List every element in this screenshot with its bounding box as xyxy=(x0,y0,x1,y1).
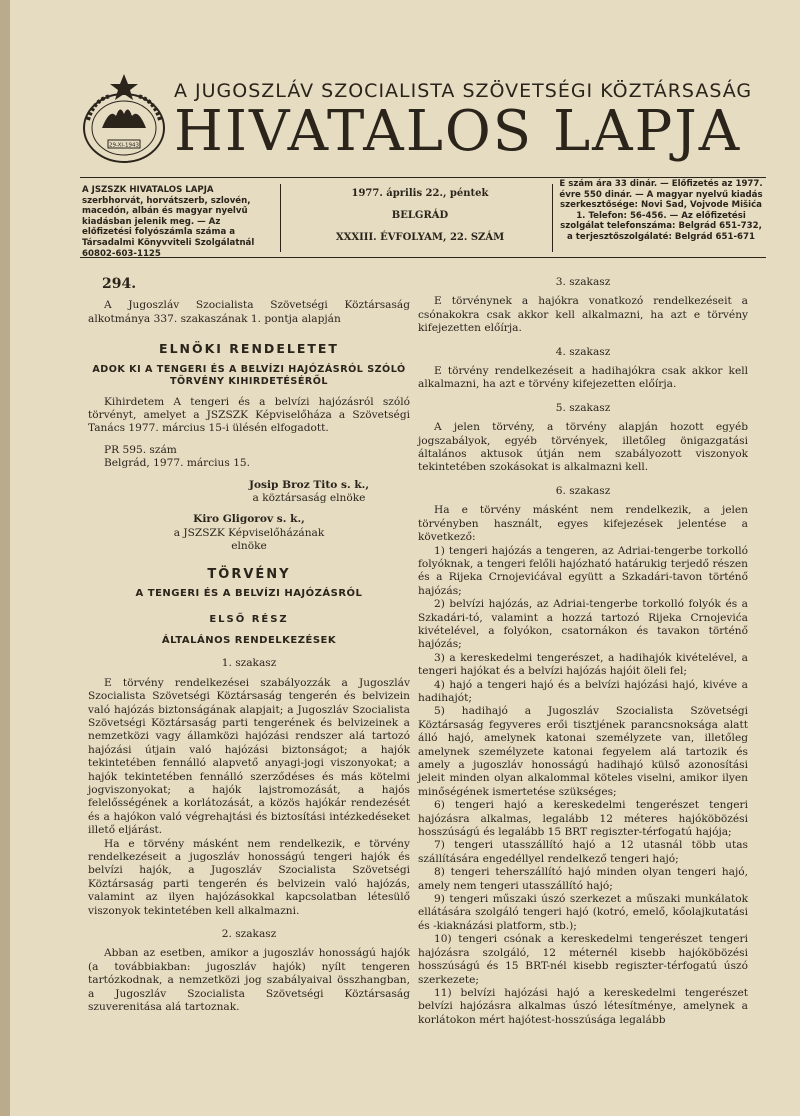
republic-name: A JUGOSZLÁV SZOCIALISTA SZÖVETSÉGI KÖZTÁRSASÁG xyxy=(174,80,753,102)
section-6-intro: Ha e törvény másként nem rendelkezik, a jelen törvényben használt, egyes kifejezések jelentése a következő: xyxy=(418,504,748,544)
definition-item: 3) a kereskedelmi tengerészet, a hadihajók kivételével, a tengeri hajókat és a belvízi hajózás hajóit öleli fel; xyxy=(418,651,748,678)
state-emblem-icon xyxy=(80,70,168,166)
decree-heading: ELNÖKI RENDELETET xyxy=(159,341,339,357)
signatory-2-name: Kiro Gligorov s. k., xyxy=(193,513,305,526)
section-2-heading: 2. szakasz xyxy=(221,928,277,941)
section-3-heading: 3. szakasz xyxy=(555,276,611,288)
signatory-2-role-1: a JSZSZK Képviselőházának xyxy=(173,526,325,539)
masthead-divider-right xyxy=(552,184,553,252)
section-6-heading: 6. szakasz xyxy=(555,484,611,497)
preamble: A Jugoszláv Szocialista Szövetségi Köztársaság alkotmánya 337. szakaszának 1. pontja alapján xyxy=(88,299,410,325)
emblem-date: 29-XI-1943 xyxy=(108,142,140,149)
issue-volume: XXXIII. ÉVFOLYAM, 22. SZÁM xyxy=(335,232,505,243)
section-1-paragraph-2: Ha e törvény másként nem rendelkezik, e törvény rendelkezéseit a jugoszláv honosságú tengeri hajók és belvízi hajók, a Jugoszláv Szocialista Szövetségi Köztársaság parti tengerén és belvizein való hajózás, valamint az ilyen hajózásokkal kapcsolatban létesülő viszonyok tekintetében kell alkalmazni. xyxy=(88,837,410,917)
masthead-issue-info xyxy=(286,183,554,249)
masthead-publication-info: A JSZSZK HIVATALOS LAPJA szerbhorvát, horvátszerb, szlovén, macedón, albán és magyar nyelvű kiadásban jelenik meg. — Az előfizetési folyószámla száma a Társadalmi Könyvviteli Szolgálatnál 60802-603-1125 xyxy=(82,185,255,259)
definition-item: 6) tengeri hajó a kereskedelmi tengerészet tengeri hajózásra alkalmas, legalább 12 méteres hajóköbözési hosszúságú és legalább 15 BRT regiszter-térfogatú hajója; xyxy=(418,799,748,839)
law-title: A TENGERI ÉS A BELVÍZI HAJÓZÁSRÓL xyxy=(135,588,363,600)
place-date: Belgrád, 1977. március 15. xyxy=(104,457,251,470)
section-1-paragraph-1: E törvény rendelkezései szabályozzák a Jugoszláv Szocialista Szövetségi Köztársaság tengerén és belvizein való hajózás biztonságának alapjait; a Jugoszláv Szocialista Szövetségi Köztársaság parti tengerének és belvizeinek a nemzetközi vagy államközi hajózási rendszer alá tartozó hajózási útjain való hajózási biztonságot; a hajók tekintetében fennálló alapvető anyagi-jogi viszonyokat; a hajók tekintetében fennálló szerződéses és más kötelmi jogviszonyokat; a hajók lajstromozását, a hajós felelősségének a korlátozását, a közös hajókár rendezését és a hajókon való végrehajtási és biztosítási intézkedéseket illető eljárást. xyxy=(88,676,410,837)
left-column xyxy=(88,270,410,1014)
decree-title: ADOK KI A TENGERI ÉS A BELVÍZI HAJÓZÁSRÓL SZÓLÓ TÖRVÉNY KIHIRDETÉSÉRŐL xyxy=(92,363,406,387)
section-5-paragraph: A jelen törvény, a törvény alapján hozott egyéb jogszabályok, egyéb törvények, illetőleg önigazgatási általános aktusok útján nem szabályozott viszonyok tekintetében szokásokat is alkalmazni kell. xyxy=(418,421,748,474)
signatory-2-role-2: elnöke xyxy=(231,540,267,553)
act-number: 294. xyxy=(102,276,137,292)
definition-item: 4) hajó a tengeri hajó és a belvízi hajózási hajó, kivéve a hadihajót; xyxy=(418,678,748,704)
section-5-heading: 5. szakasz xyxy=(555,401,611,414)
general-provisions-heading: ÁLTALÁNOS RENDELKEZÉSEK xyxy=(161,634,337,646)
definition-item: 10) tengeri csónak a kereskedelmi tengerészet tengeri hajózásra szolgáló, 12 méternél kisebb hajóköbözési hosszúságú és 15 BRT-nél kisebb regiszter-térfogatú úszó szerkezete; xyxy=(418,933,748,986)
section-2-paragraph-1: Abban az esetben, amikor a jugoszláv honosságú hajók (a továbbiakban: jugoszláv hajók) nyílt tengeren tartózkodnak, a nemzetközi jog szabályaival összhangban, a Jugoszláv Szocialista Szövetségi Köztársaság szuverenitása alá tartoznak. xyxy=(88,947,410,1014)
decree-text: Kihirdetem A tengeri és a belvízi hajózásról szóló törvényt, amelyet a JSZSZK Képviselőháza a Szövetségi Tanács 1977. március 15-i ülésén elfogadott. xyxy=(88,395,410,435)
section-3-paragraph: E törvénynek a hajókra vonatkozó rendelkezéseit a csónakokra csak akkor kell alkalmazni, ha azt e törvény kifejezetten előírja. xyxy=(418,295,748,335)
definition-item: 5) hadihajó a Jugoszláv Szocialista Szövetségi Köztársaság fegyveres erői tisztjének parancsnoksága alatt álló hajó, amelynek katonai személyzete van, illetőleg amelynek személyzete katonai fegyelem alá tartozik és amely a jugoszláv honosságú hadihajó külső azonosítási jeleit minden olyan alkalommal köteles viselni, amikor ilyen minőségének ismertetése szükséges; xyxy=(418,705,748,798)
gazette-title: HIVATALOS LAPJA xyxy=(174,99,742,164)
masthead-bottom-rule xyxy=(80,257,766,258)
definition-item: 2) belvízi hajózás, az Adriai-tengerbe torkolló folyók és a Szkadári-tó, valamint a hozzá tartozó Rijeka Crnojevića kivételével, a folyókon, csatornákon és tavakon történő hajózás; xyxy=(418,598,748,651)
pr-number: PR 595. szám xyxy=(104,443,177,456)
part-heading: ELSŐ RÉSZ xyxy=(209,613,289,625)
issue-date: 1977. április 22., péntek xyxy=(351,188,489,199)
issue-place: BELGRÁD xyxy=(391,210,449,221)
definition-item: 8) tengeri teherszállító hajó minden olyan tengeri hajó, amely nem tengeri utasszállító hajó; xyxy=(418,866,748,892)
masthead-divider-left xyxy=(280,184,281,252)
signatory-1-name: Josip Broz Tito s. k., xyxy=(248,478,370,491)
masthead-top-rule xyxy=(80,177,766,178)
signatory-1-role: a köztársaság elnöke xyxy=(252,492,366,505)
section-4-paragraph: E törvény rendelkezéseit a hadihajókra csak akkor kell alkalmazni, ha azt e törvény kifejezetten előírja. xyxy=(418,365,748,391)
definition-item: 1) tengeri hajózás a tengeren, az Adriai-tengerbe torkolló folyóknak, a tengeri felőli hajózható határukig terjedő részen és a Rijeka Crnojevićával együtt a Szkadári-tavon történő hajózás; xyxy=(418,544,748,597)
right-column xyxy=(418,270,748,1027)
law-heading: TÖRVÉNY xyxy=(207,566,291,582)
masthead-price-info: E szám ára 33 dinár. — Előfizetés az 1977. évre 550 dinár. — A magyar nyelvű kiadás szerkesztősége: Novi Sad, Vojvode Mišića 1. Telefon: 56-456. — Az előfizetési szolgálat telefonszáma: Belgrád 651-732, a terjesztőszolgálaté: Belgrád 651-671 xyxy=(559,179,763,242)
definition-item: 7) tengeri utasszállító hajó a 12 utasnál több utas szállítására engedéllyel rendelkező tengeri hajó; xyxy=(418,839,748,865)
section-4-heading: 4. szakasz xyxy=(555,345,611,358)
definition-item: 9) tengeri műszaki úszó szerkezet a műszaki munkálatok ellátására szolgáló tengeri hajó (kotró, emelő, kőolajkutatási és -kiaknázási platform, stb.); xyxy=(418,893,748,932)
definition-item: 11) belvízi hajózási hajó a kereskedelmi tengerészet belvízi hajózásra alkalmas úszó létesítménye, amelynek a korlátokon mért hajótest-hosszúsága legalább xyxy=(418,986,748,1026)
section-1-heading: 1. szakasz xyxy=(221,657,277,670)
